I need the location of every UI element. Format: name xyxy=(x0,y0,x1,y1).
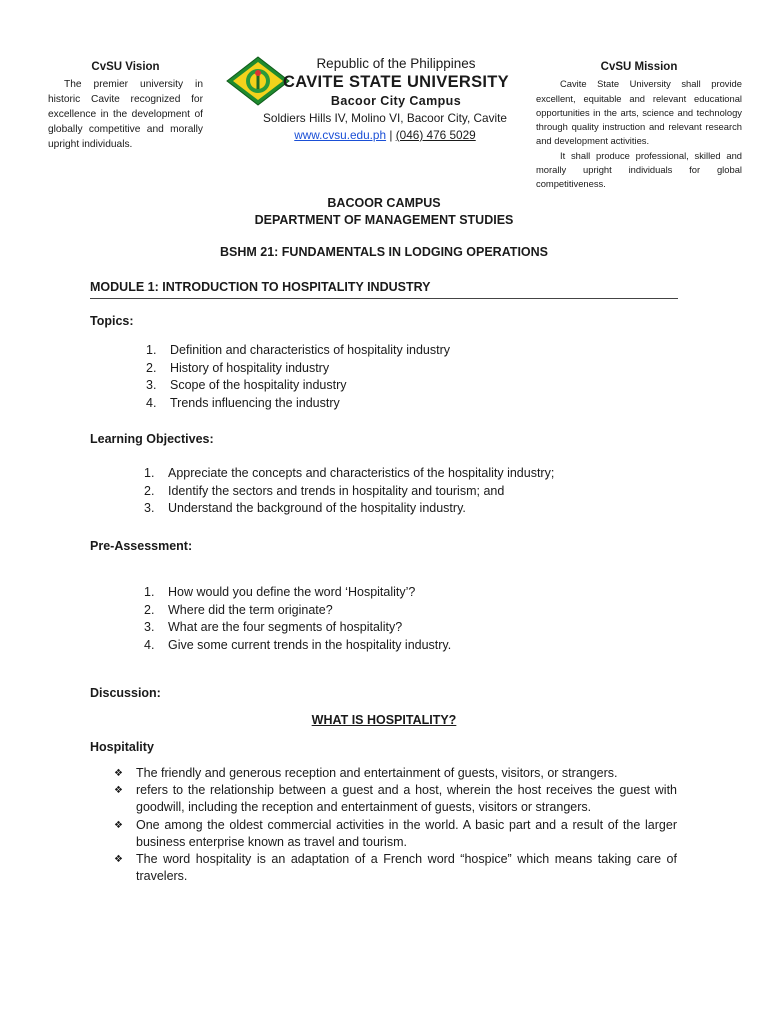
diamond-bullet-icon: ❖ xyxy=(114,854,123,866)
list-item: 4. Give some current trends in the hospitality industry. xyxy=(144,637,452,652)
diamond-bullet-icon: ❖ xyxy=(114,768,123,779)
vision-block xyxy=(48,60,203,152)
list-item: 2. Where did the term originate? xyxy=(144,602,333,617)
mission-block xyxy=(536,60,742,192)
diamond-bullet-icon: ❖ xyxy=(114,785,123,797)
website-link[interactable]: www.cvsu.edu.ph xyxy=(294,128,387,142)
address-line: Soldiers Hills IV, Molino VI, Bacoor City, Cavite xyxy=(263,111,507,125)
list-item: ❖ The friendly and generous reception and entertainment of guests, visitors, or strangers. xyxy=(114,765,677,782)
republic-line: Republic of the Philippines xyxy=(316,56,476,71)
vision-text: The premier university in historic Cavite recognized for excellence in the development of globally competitive and morally upright individuals. xyxy=(48,79,203,150)
department-title: DEPARTMENT OF MANAGEMENT STUDIES xyxy=(254,213,514,227)
list-item: 2. Identify the sectors and trends in hospitality and tourism; and xyxy=(144,483,505,498)
list-item: ❖ One among the oldest commercial activities in the world. A basic part and a result of the larger business enterprise known as travel and tourism. xyxy=(114,817,677,849)
contact-separator: | xyxy=(389,128,393,142)
list-item: ❖ refers to the relationship between a guest and a host, wherein the host receives the guest with goodwill, including the reception and entertainment of guests, visitors or strangers. xyxy=(114,783,677,815)
hospitality-bullets xyxy=(114,765,677,885)
university-header xyxy=(276,55,516,110)
mission-paragraph-2: It shall produce professional, skilled and morally upright individuals for global competitiveness. xyxy=(536,149,742,190)
mission-title: CvSU Mission xyxy=(600,61,678,73)
list-item: 3. What are the four segments of hospitality? xyxy=(144,620,403,634)
list-item: 1. Definition and characteristics of hospitality industry xyxy=(146,343,450,357)
topics-heading: Topics: xyxy=(90,314,134,328)
mission-paragraph-1: Cavite State University shall provide excellent, equitable and relevant educational opportunities in the arts, science and technology through quality instruction and relevant research and development activities. xyxy=(536,78,742,147)
diamond-bullet-icon: ❖ xyxy=(114,819,123,831)
list-item: 3. Understand the background of the hospitality industry. xyxy=(144,501,466,515)
hospitality-heading: Hospitality xyxy=(90,740,154,754)
preassessment-heading: Pre-Assessment: xyxy=(90,539,193,553)
list-item: 1. Appreciate the concepts and characteristics of the hospitality industry; xyxy=(144,466,555,480)
topics-list xyxy=(146,342,450,412)
list-item: 2. History of hospitality industry xyxy=(146,360,330,375)
phone-number: (046) 476 5029 xyxy=(395,128,476,142)
contact-line xyxy=(250,127,520,144)
objectives-list xyxy=(144,465,554,518)
what-is-hospitality-heading: WHAT IS HOSPITALITY? xyxy=(311,713,457,727)
discussion-heading: Discussion: xyxy=(90,686,161,700)
list-item: 3. Scope of the hospitality industry xyxy=(146,378,347,392)
vision-title: CvSU Vision xyxy=(91,61,160,73)
list-item: 4. Trends influencing the industry xyxy=(146,395,340,410)
preassessment-list xyxy=(144,584,451,654)
list-item: ❖ The word hospitality is an adaptation of a French word “hospice” which means taking care of travelers. xyxy=(114,852,677,884)
campus-name: Bacoor City Campus xyxy=(330,94,462,108)
campus-title: BACOOR CAMPUS xyxy=(327,196,441,210)
objectives-heading: Learning Objectives: xyxy=(90,432,214,446)
list-item: 1. How would you define the word ‘Hospitality’? xyxy=(144,585,416,599)
course-title: BSHM 21: FUNDAMENTALS IN LODGING OPERATIONS xyxy=(219,245,548,259)
university-name: CAVITE STATE UNIVERSITY xyxy=(282,73,509,91)
module-title: MODULE 1: INTRODUCTION TO HOSPITALITY INDUSTRY xyxy=(90,280,678,299)
